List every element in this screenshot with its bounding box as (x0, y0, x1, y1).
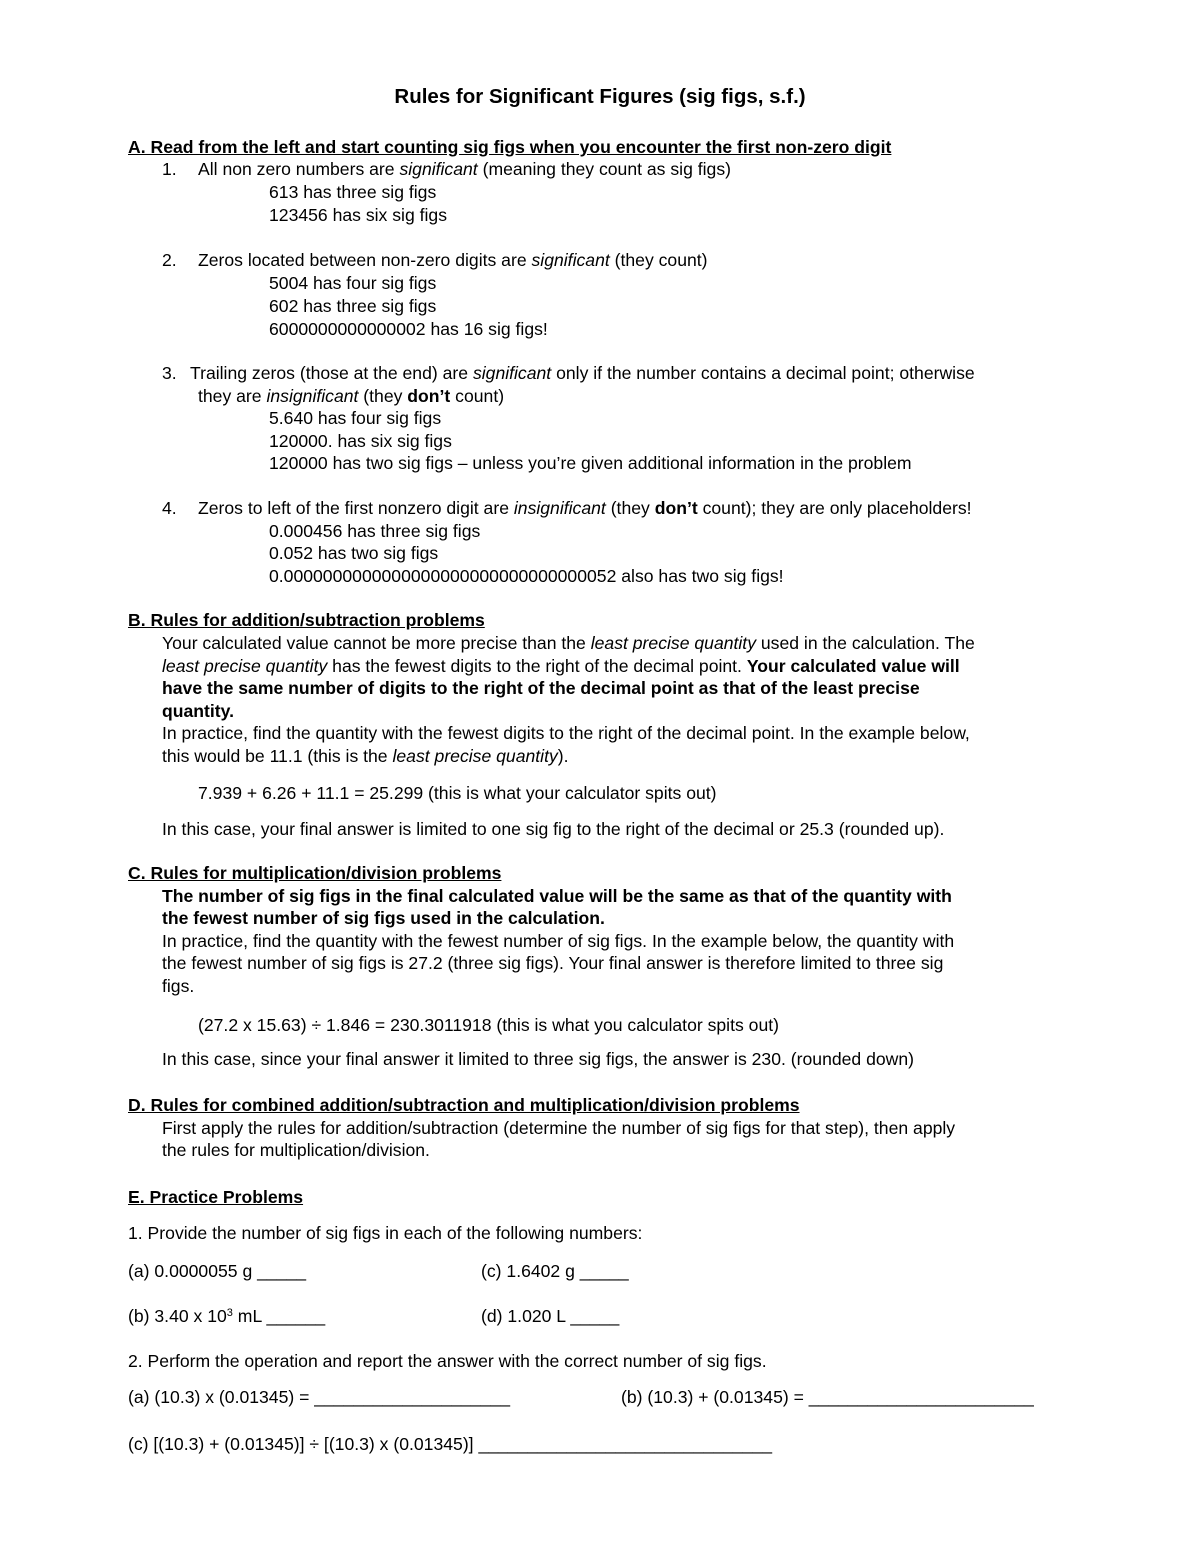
rule-2-text-end: (they count) (609, 250, 708, 270)
rule-3-line-2-end: count) (450, 386, 505, 406)
section-c-conclusion: In this case, since your final answer it limited to three sig figs, the answer is 230. (rounded down) (162, 1049, 915, 1069)
text-strong: Your calculated value will (746, 656, 960, 676)
rule-3 (162, 362, 975, 385)
section-b-heading: B. Rules for addition/subtraction problems (128, 610, 485, 630)
text-run: ). (557, 746, 569, 766)
rule-2 (162, 249, 708, 272)
rule-1-number: 1. (162, 159, 177, 179)
rule-3-line-2-text: they are (198, 386, 267, 406)
rule-4-text: Zeros to left of the first nonzero digit are (198, 498, 514, 518)
rule-2-emphasis: significant (531, 250, 610, 270)
rule-4-emphasis: insignificant (513, 498, 606, 518)
text-emphasis: least precise quantity (162, 656, 328, 676)
rule-1-text-end: (meaning they count as sig figs) (477, 159, 731, 179)
rule-4 (162, 497, 972, 520)
section-c-example: (27.2 x 15.63) ÷ 1.846 = 230.3011918 (this is what you calculator spits out) (198, 1015, 779, 1035)
text-run: mL ______ (232, 1306, 326, 1326)
rule-1-text: All non zero numbers are (198, 159, 400, 179)
rule-2-example: 6000000000000002 has 16 sig figs! (269, 319, 548, 339)
section-d-heading: D. Rules for combined addition/subtraction and multiplication/division problems (128, 1095, 800, 1115)
section-d-line: the rules for multiplication/division. (162, 1140, 430, 1160)
rule-1-example: 123456 has six sig figs (269, 205, 447, 225)
practice-question-2: 2. Perform the operation and report the answer with the correct number of sig figs. (128, 1351, 767, 1371)
rule-2-number: 2. (162, 250, 177, 270)
rule-4-example: 0.0000000000000000000000000000000052 also has two sig figs! (269, 566, 784, 586)
rule-3-emphasis: significant (472, 363, 552, 383)
section-c-line: The number of sig figs in the final calculated value will be the same as that of the quantity with (162, 886, 952, 906)
section-b-example: 7.939 + 6.26 + 11.1 = 25.299 (this is what your calculator spits out) (198, 783, 717, 803)
rule-4-mid: (they (605, 498, 655, 518)
practice-item-2b: (b) (10.3) + (0.01345) = _______________________ (621, 1387, 1034, 1407)
page-title: Rules for Significant Figures (sig figs, s.f.) (394, 85, 806, 108)
exponent: 3 (226, 1307, 233, 1319)
rule-4-strong: don’t (654, 498, 698, 518)
rule-3-number: 3. (162, 363, 177, 383)
section-b-line (162, 745, 569, 768)
section-c-line: In practice, find the quantity with the fewest number of sig figs. In the example below, the quantity with (162, 931, 955, 951)
text-run: Your calculated value cannot be more precise than the (162, 633, 591, 653)
section-a-heading: A. Read from the left and start counting sig figs when you encounter the first non-zero digit (128, 137, 892, 157)
rule-3-example: 120000 has two sig figs – unless you’re given additional information in the problem (269, 453, 912, 473)
rule-4-example: 0.000456 has three sig figs (269, 521, 481, 541)
rule-4-text-end: count); they are only placeholders! (697, 498, 972, 518)
practice-item-1a: (a) 0.0000055 g _____ (128, 1261, 307, 1281)
text-run: (b) 3.40 x 10 (128, 1306, 227, 1326)
section-c-line: the fewest number of sig figs used in the calculation. (162, 908, 605, 928)
section-b-conclusion: In this case, your final answer is limited to one sig fig to the right of the decimal or 25.3 (rounded up). (162, 819, 945, 839)
practice-item-1b (128, 1305, 325, 1328)
rule-3-line-2 (198, 385, 504, 408)
text-run: has the fewest digits to the right of the decimal point. (327, 656, 747, 676)
rule-3-line-2-mid: (they (358, 386, 408, 406)
rule-4-number: 4. (162, 498, 177, 518)
rule-3-text: Trailing zeros (those at the end) are (190, 363, 473, 383)
rule-2-example: 5004 has four sig figs (269, 273, 437, 293)
practice-item-1d: (d) 1.020 L _____ (481, 1306, 620, 1326)
text-run: used in the calculation. The (756, 633, 975, 653)
section-c-heading: C. Rules for multiplication/division problems (128, 863, 502, 883)
text-emphasis: least precise quantity (392, 746, 558, 766)
practice-item-2c: (c) [(10.3) + (0.01345)] ÷ [(10.3) x (0.01345)] ______________________________ (128, 1434, 772, 1454)
rule-3-line-2-emphasis: insignificant (266, 386, 359, 406)
section-b-line: have the same number of digits to the right of the decimal point as that of the least precise (162, 678, 920, 698)
practice-item-1c: (c) 1.6402 g _____ (481, 1261, 629, 1281)
section-b-line: quantity. (162, 701, 234, 721)
rule-1-example: 613 has three sig figs (269, 182, 437, 202)
section-c-line: the fewest number of sig figs is 27.2 (three sig figs). Your final answer is therefore limited to three sig (162, 953, 944, 973)
rule-1 (162, 158, 731, 181)
rule-3-text-end: only if the number contains a decimal point; otherwise (551, 363, 975, 383)
rule-4-example: 0.052 has two sig figs (269, 543, 439, 563)
practice-question-1: 1. Provide the number of sig figs in each of the following numbers: (128, 1223, 643, 1243)
text-emphasis: least precise quantity (590, 633, 756, 653)
rule-2-text: Zeros located between non-zero digits are (198, 250, 532, 270)
section-b-line (162, 632, 975, 655)
rule-3-line-2-strong: don’t (407, 386, 451, 406)
text-run: this would be 11.1 (this is the (162, 746, 393, 766)
section-b-line (162, 655, 960, 678)
rule-2-example: 602 has three sig figs (269, 296, 437, 316)
section-b-line: In practice, find the quantity with the fewest digits to the right of the decimal point. In the example below, (162, 723, 970, 743)
section-e-heading: E. Practice Problems (128, 1187, 304, 1207)
rule-3-example: 120000. has six sig figs (269, 431, 452, 451)
section-c-line: figs. (162, 976, 195, 996)
rule-3-example: 5.640 has four sig figs (269, 408, 442, 428)
rule-1-emphasis: significant (399, 159, 478, 179)
practice-item-2a: (a) (10.3) x (0.01345) = ____________________ (128, 1387, 510, 1407)
section-d-line: First apply the rules for addition/subtraction (determine the number of sig figs for that step), then apply (162, 1118, 956, 1138)
